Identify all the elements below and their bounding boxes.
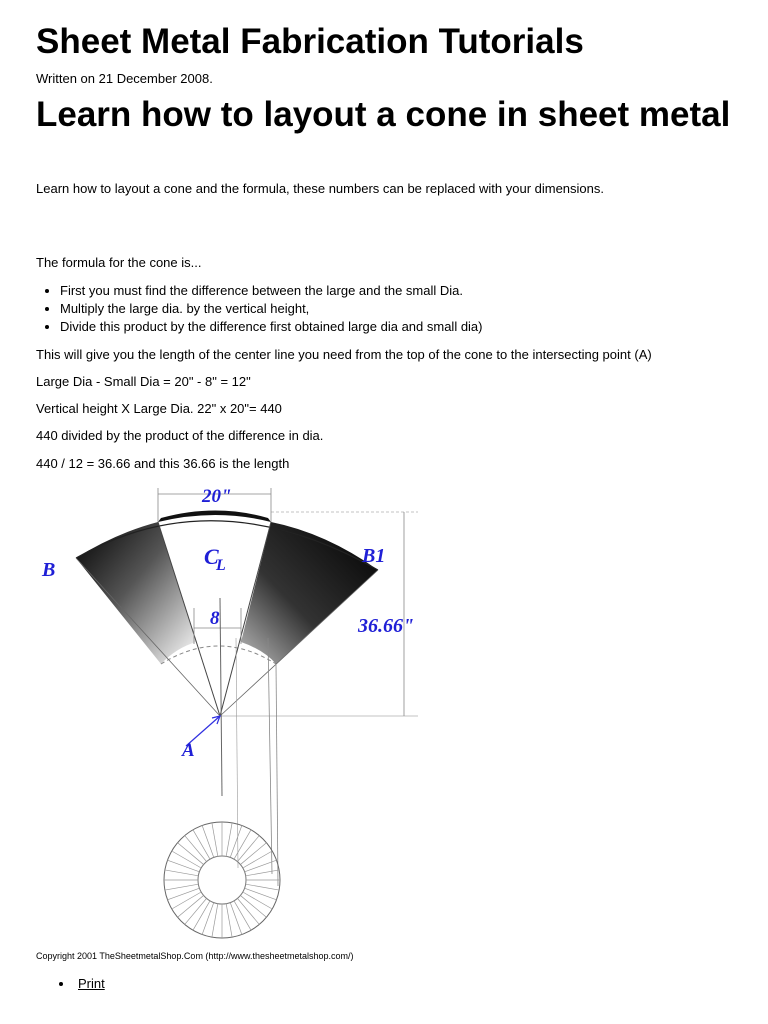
plan-spoke <box>226 823 232 856</box>
plan-spoke <box>193 901 210 930</box>
plan-spoke <box>202 903 214 935</box>
plan-spoke <box>245 888 277 900</box>
label-top-diameter: 20" <box>202 486 232 507</box>
written-date: Written on 21 December 2008. <box>36 71 213 86</box>
label-small-diameter: 8 <box>210 608 220 629</box>
cone-layout-diagram <box>36 478 456 940</box>
intro-text: Learn how to layout a cone and the formula, these numbers can be replaced with your dimensions. <box>36 181 605 196</box>
list-item: • Multiply the large dia. by the vertical height, <box>60 300 483 318</box>
plan-spoke <box>202 825 214 857</box>
copyright: Copyright 2001 TheSheetmetalShop.Com (http://www.thesheetmetalshop.com/) <box>36 951 354 961</box>
plan-spoke <box>165 884 198 890</box>
plan-spoke <box>234 830 251 859</box>
plan-spoke <box>167 860 199 872</box>
paragraph: This will give you the length of the center line you need from the top of the cone to the intersecting point (A) <box>36 347 652 362</box>
plan-spoke <box>234 901 251 930</box>
print-label: Print <box>78 976 105 991</box>
formula-intro: The formula for the cone is... <box>36 255 202 270</box>
label-center-c: C <box>204 544 219 569</box>
list-item: • Divide this product by the difference first obtained large dia and small dia) <box>60 318 483 336</box>
paragraph: Vertical height X Large Dia. 22" x 20"= 440 <box>36 401 282 416</box>
plan-spoke <box>172 892 201 909</box>
plan-spoke <box>246 870 279 876</box>
site-title: Sheet Metal Fabrication Tutorials <box>36 22 584 61</box>
list-item: • First you must find the difference between the large and the small Dia. <box>60 282 483 300</box>
plan-spoke <box>243 892 272 909</box>
label-center-l: L <box>216 557 226 574</box>
article-actions <box>36 976 105 992</box>
list-item <box>74 976 105 992</box>
plan-spokes <box>164 822 280 938</box>
left-shaded-segment <box>76 522 196 664</box>
plan-spoke <box>172 851 201 868</box>
plan-spoke <box>226 904 232 937</box>
label-height: 36.66" <box>358 615 415 637</box>
plan-inner-circle <box>198 856 246 904</box>
article-title: Learn how to layout a cone in sheet metal <box>36 95 731 134</box>
label-b1: B1 <box>362 545 386 567</box>
plan-spoke <box>212 904 218 937</box>
paragraph: 440 divided by the product of the difference in dia. <box>36 428 324 443</box>
plan-spoke <box>193 830 210 859</box>
print-link[interactable] <box>74 976 105 991</box>
plan-spoke <box>246 884 279 890</box>
formula-steps <box>36 282 483 336</box>
paragraph: Large Dia - Small Dia = 20" - 8" = 12" <box>36 374 251 389</box>
plan-spoke <box>230 903 242 935</box>
plan-spoke <box>165 870 198 876</box>
plan-spoke <box>243 851 272 868</box>
paragraph: 440 / 12 = 36.66 and this 36.66 is the length <box>36 456 290 471</box>
label-b: B <box>42 559 56 581</box>
right-shaded-segment <box>241 522 378 664</box>
plan-spoke <box>167 888 199 900</box>
plan-spoke <box>212 823 218 856</box>
label-apex-a: A <box>182 740 195 761</box>
plan-spoke <box>230 825 242 857</box>
